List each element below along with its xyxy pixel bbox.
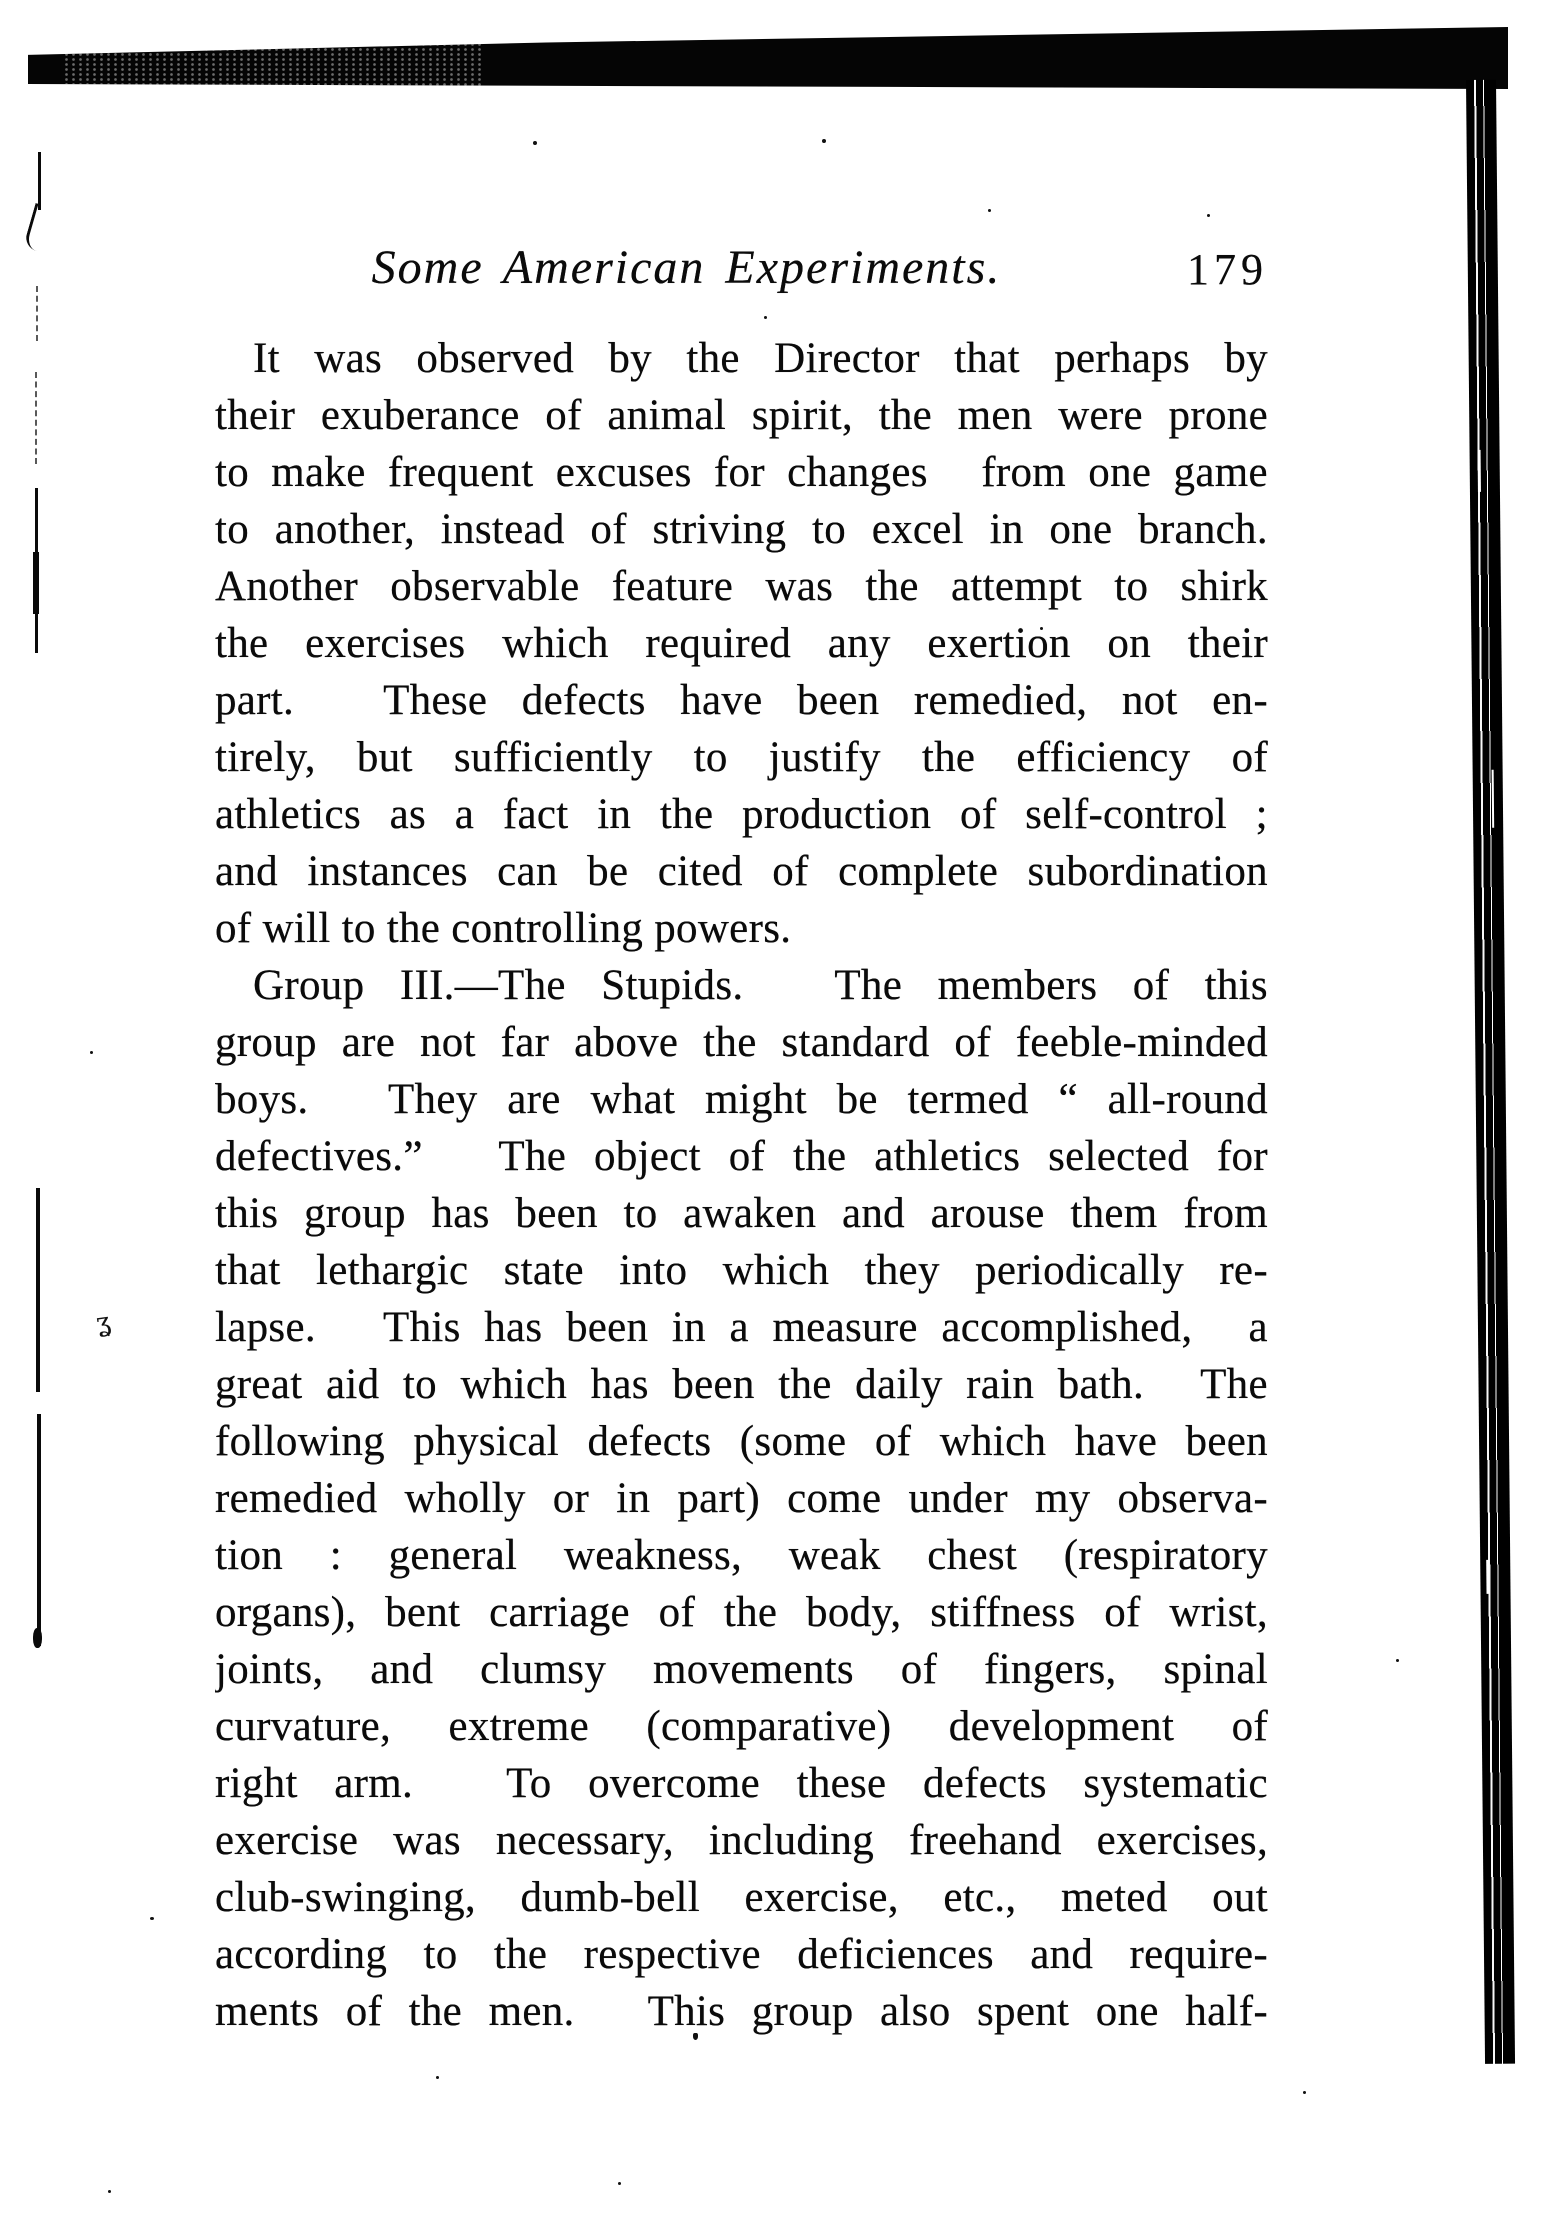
text-line: lapse. This has been in a measure accomplished, a — [215, 1304, 1268, 1351]
scan-speck — [822, 139, 826, 143]
text-line: Group III.—The Stupids. The members of this — [253, 962, 1268, 1009]
text-line: following physical defects (some of which have been — [215, 1418, 1268, 1465]
text-line: great aid to which has been the daily rain bath. The — [215, 1361, 1268, 1408]
text-line: to another, instead of striving to excel in one branch. — [215, 506, 1268, 553]
text-line: according to the respective deficiences and require- — [215, 1931, 1268, 1978]
scan-noise-speckle — [63, 27, 483, 89]
scan-artifact-blob — [33, 1628, 42, 1648]
text-line: the exercises which required any exertion on their — [215, 620, 1268, 667]
text-line: tirely, but sufficiently to justify the efficiency of — [215, 734, 1268, 781]
page-header — [215, 240, 1268, 310]
scan-artifact-left-mark — [35, 372, 37, 464]
text-line: club-swinging, dumb-bell exercise, etc., meted out — [215, 1874, 1268, 1921]
text-line: of will to the controlling powers. — [215, 905, 792, 952]
text-line: athletics as a fact in the production of self-control ; — [215, 791, 1268, 838]
scan-speck — [764, 316, 767, 319]
scan-speck — [90, 1051, 93, 1054]
text-line: It was observed by the Director that perhaps by — [253, 335, 1268, 382]
body-text — [215, 334, 1268, 2044]
scan-speck — [533, 141, 537, 145]
text-line: Another observable feature was the attempt to shirk — [215, 563, 1268, 610]
text-line: their exuberance of animal spirit, the men were prone — [215, 392, 1268, 439]
scan-noise-streak — [1492, 770, 1495, 828]
text-line: and instances can be cited of complete subordination — [215, 848, 1268, 895]
scan-speck — [436, 2076, 439, 2079]
scan-artifact-left-mark — [33, 552, 39, 614]
scan-speck — [108, 2190, 111, 2193]
scan-noise-streak — [1486, 1560, 1489, 1594]
text-line: boys. They are what might be termed “ all-round — [215, 1076, 1268, 1123]
text-line: right arm. To overcome these defects systematic — [215, 1760, 1268, 1807]
text-line: that lethargic state into which they periodically re- — [215, 1247, 1268, 1294]
text-line: joints, and clumsy movements of fingers, spinal — [215, 1646, 1268, 1693]
scan-speck — [1396, 1659, 1399, 1662]
scan-artifact-left-mark — [38, 152, 41, 210]
text-line: defectives.” The object of the athletics selected for — [215, 1133, 1268, 1180]
text-line: organs), bent carriage of the body, stiffness of wrist, — [215, 1589, 1268, 1636]
text-line: ments of the men. This group also spent one half- — [215, 1988, 1268, 2035]
scan-artifact-top-bar — [28, 27, 1508, 89]
scan-noise-streak — [1478, 450, 1481, 492]
scan-speck — [1207, 214, 1210, 217]
text-line: this group has been to awaken and arouse them from — [215, 1190, 1268, 1237]
scan-artifact-left-mark — [37, 1414, 41, 1646]
scan-speck — [988, 209, 991, 212]
text-line: tion : general weakness, weak chest (respiratory — [215, 1532, 1268, 1579]
page-number: 179 — [1187, 245, 1268, 294]
scan-artifact-squiggle: ʓ — [93, 1307, 113, 1339]
scan-artifact-left-hook — [23, 203, 49, 251]
running-title: Some American Experiments. — [371, 241, 1002, 294]
text-line: exercise was necessary, including freehand exercises, — [215, 1817, 1268, 1864]
text-line: curvature, extreme (comparative) development of — [215, 1703, 1268, 1750]
text-line: group are not far above the standard of feeble-minded — [215, 1019, 1268, 1066]
scan-speck — [1303, 2091, 1306, 2094]
text-line: to make frequent excuses for changes from one game — [215, 449, 1268, 496]
scan-artifact-left-mark — [36, 1188, 40, 1392]
scan-artifact-page-edge-band — [1466, 80, 1515, 2064]
scan-speck — [618, 2182, 621, 2185]
text-line: part. These defects have been remedied, not en- — [215, 677, 1268, 724]
scan-artifact-left-mark — [36, 286, 38, 341]
text-line: remedied wholly or in part) come under my observa- — [215, 1475, 1268, 1522]
scan-speck — [150, 1917, 154, 1920]
